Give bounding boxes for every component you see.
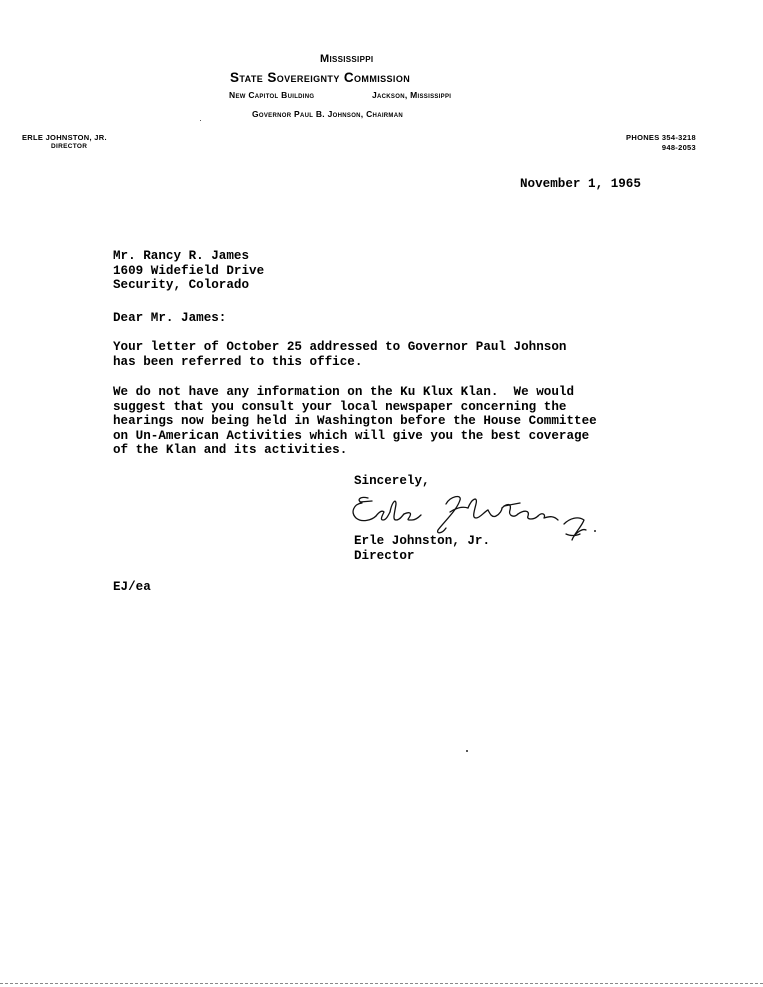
typist-initials: EJ/ea — [113, 580, 151, 594]
scan-speck — [466, 750, 468, 752]
signature-period — [594, 530, 596, 532]
paragraph-line: on Un-American Activities which will give you the best coverage — [113, 428, 590, 443]
scan-edge — [0, 983, 763, 985]
letterhead-director-title: DIRECTOR — [51, 143, 88, 150]
paragraph-line: suggest that you consult your local newspaper concerning the — [113, 399, 567, 414]
salutation: Dear Mr. James: — [113, 311, 227, 325]
recipient-address — [113, 249, 264, 293]
letterhead-director-name: ERLE JOHNSTON, JR. — [22, 133, 107, 142]
signature-name: Erle Johnston, Jr. — [354, 534, 491, 548]
recipient-city: Security, Colorado — [113, 278, 250, 293]
letterhead-governor: Governor Paul B. Johnson, Chairman — [252, 109, 403, 119]
paragraph-line: We do not have any information on the Ku Klux Klan. We would — [113, 385, 575, 399]
paragraph-line: Your letter of October 25 addressed to Governor Paul Johnson — [113, 340, 567, 354]
letterhead-phone-2: 948-2053 — [661, 143, 696, 152]
paragraph-line: has been referred to this office. — [113, 354, 363, 369]
paragraph-line: of the Klan and its activities. — [113, 443, 348, 458]
letterhead-organization: State Sovereignty Commission — [230, 70, 411, 85]
recipient-street: 1609 Widefield Drive — [113, 263, 265, 278]
letterhead-phone-1: PHONES 354-3218 — [626, 133, 696, 142]
letterhead-city: Jackson, Mississippi — [372, 90, 452, 100]
paragraph-1 — [113, 340, 566, 369]
paragraph-line: hearings now being held in Washington before the House Committee — [113, 414, 597, 429]
letter-date: November 1, 1965 — [520, 177, 641, 191]
letterhead-building: New Capitol Building — [229, 90, 315, 100]
paragraph-2 — [113, 385, 597, 458]
letterhead-state: Mississippi — [320, 53, 374, 65]
closing: Sincerely, — [354, 474, 430, 488]
scan-speck — [200, 120, 201, 121]
signature-title: Director — [354, 549, 415, 563]
recipient-name: Mr. Rancy R. James — [113, 249, 250, 263]
